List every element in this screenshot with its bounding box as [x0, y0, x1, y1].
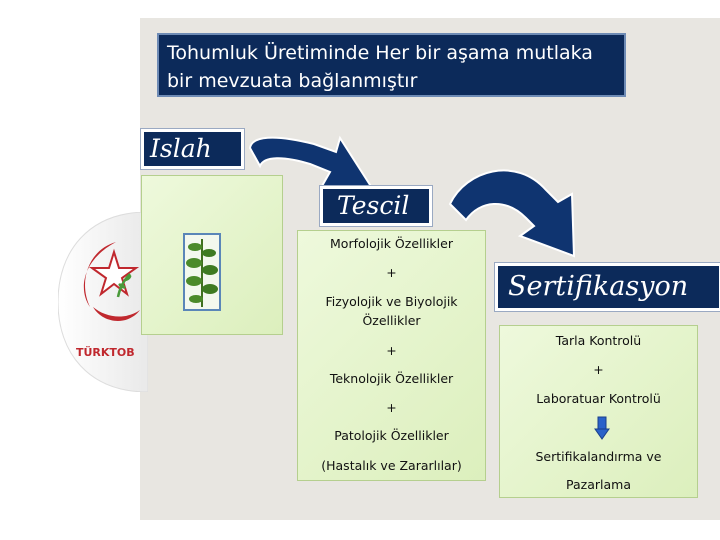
- stage-sertifikasyon-label: Sertifikasyon: [495, 263, 720, 311]
- page-title: [157, 33, 626, 97]
- logo-text: TÜRKTOB: [76, 346, 135, 359]
- down-arrow-icon: [594, 416, 610, 440]
- plus-sign: +: [386, 265, 397, 280]
- step-pazarlama: Pazarlama: [566, 477, 631, 492]
- step-sertifikalandirma: Sertifikalandırma ve: [535, 449, 662, 464]
- plus-sign: +: [386, 400, 397, 415]
- criterion-patolojik: Patolojik Özellikler: [334, 428, 449, 443]
- step-laboratuar: Laboratuar Kontrolü: [536, 391, 661, 406]
- turktob-logo: [58, 212, 148, 392]
- tescil-criteria-list: [297, 230, 486, 481]
- criterion-teknolojik: Teknolojik Özellikler: [329, 371, 454, 386]
- stage-tescil-label: Tescil: [320, 186, 432, 226]
- criterion-fizyolojik-line1: Fizyolojik ve Biyolojik: [325, 294, 458, 309]
- criterion-morfolojik: Morfolojik Özellikler: [330, 236, 453, 251]
- plus-sign: +: [593, 362, 604, 377]
- criterion-hastalik: (Hastalık ve Zararlılar): [321, 458, 462, 473]
- plus-sign: +: [386, 343, 397, 358]
- stage-islah-label: Islah: [141, 129, 244, 169]
- title-line-2: bir mevzuata bağlanmıştır: [167, 70, 418, 92]
- step-tarla: Tarla Kontrolü: [555, 333, 642, 348]
- plant-image: [183, 233, 221, 311]
- title-line-1: Tohumluk Üretiminde Her bir aşama mutlaka: [167, 42, 593, 64]
- sertifikasyon-steps-list: [499, 325, 698, 498]
- criterion-fizyolojik-line2: Özellikler: [362, 313, 421, 328]
